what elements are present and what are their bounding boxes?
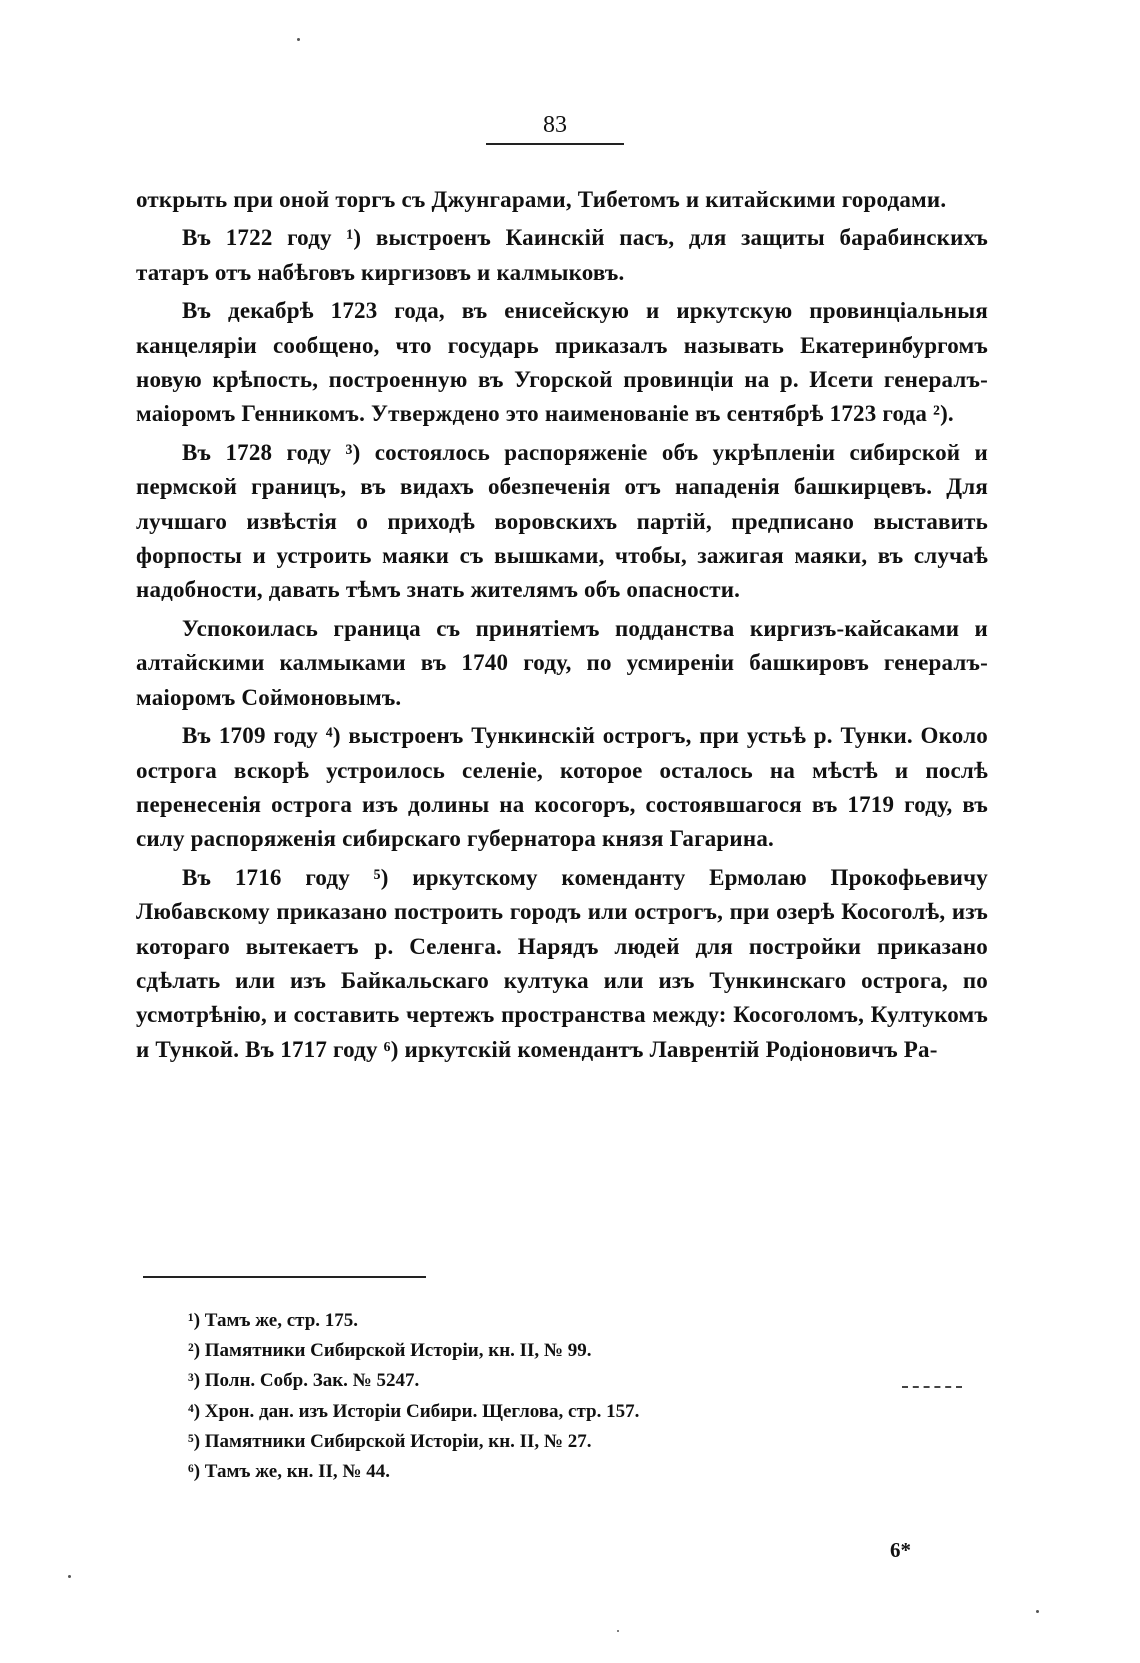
scan-speck — [297, 38, 300, 41]
page-number-rule — [486, 143, 624, 145]
paragraph: Успокоилась граница съ принятіемъ подданства киргизъ-кайсаками и алтайскими калмыками въ 1740 году, по усмиреніи башкировъ генералъ-маіоромъ Соймоновымъ. — [136, 615, 988, 710]
footnote: ²) Памятники Сибирской Исторіи, кн. II, № 99. — [188, 1340, 592, 1362]
body-text — [136, 183, 988, 1071]
paragraph: Въ 1716 году ⁵) иркутскому коменданту Ермолаю Прокофьевичу Любавскому приказано построить городъ или острогъ, при озерѣ Косоголѣ, изъ котораго вытекаетъ р. Селенга. Нарядъ людей для постройки приказано сдѣлать или изъ Байкальскаго култука или изъ Тункинскаго острога, по усмотрѣнію, и составить чертежъ пространства между: Косоголомъ, Култукомъ и Тункой. Въ 1717 году ⁶) иркутскій комендантъ Лаврентій Родіоновичъ Ра- — [136, 864, 988, 1062]
paragraph: Въ 1709 году ⁴) выстроенъ Тункинскій острогъ, при устьѣ р. Тунки. Около острога вскорѣ устроилось селеніе, которое осталось на мѣстѣ и послѣ перенесенія острога изъ долины на косогоръ, состоявшагося въ 1719 году, въ силу распоряженія сибирскаго губернатора князя Гагарина. — [136, 723, 988, 852]
footnote: ⁴) Хрон. дан. изъ Исторіи Сибири. Щеглова, стр. 157. — [188, 1400, 640, 1422]
footnote: ¹) Тамъ же, стр. 175. — [188, 1310, 359, 1331]
footnote: ³) Полн. Собр. Зак. № 5247. — [188, 1370, 420, 1392]
paragraph: Въ 1722 году ¹) выстроенъ Каинскій пасъ, для защиты барабинскихъ татаръ отъ набѣговъ киргизовъ и калмыковъ. — [136, 225, 988, 285]
footnote-rule — [143, 1276, 426, 1278]
scan-speck — [1036, 1610, 1039, 1613]
footnote: ⁵) Памятники Сибирской Исторіи, кн. II, № 27. — [188, 1430, 592, 1452]
paragraph: Въ декабрѣ 1723 года, въ енисейскую и иркутскую провинціальныя канцеляріи сообщено, что государь приказалъ называть Екатеринбургомъ новую крѣпость, построенную въ Угорской провинціи на р. Исети генералъ-маіоромъ Генникомъ. Утверждено это наименованіе въ сентябрѣ 1723 года ²). — [136, 298, 988, 427]
paragraph: Въ 1728 году ³) состоялось распоряженіе объ укрѣпленіи сибирской и пермской границъ, въ видахъ обезпеченія отъ нападенія башкирцевъ. Для лучшаго извѣстія о приходѣ воровскихъ партій, предписано выставить форпосты и устроить маяки съ вышками, чтобы, зажигая маяки, въ случаѣ надобности, давать тѣмъ знать жителямъ объ опасности. — [136, 439, 988, 603]
footnotes — [188, 1306, 948, 1487]
printer-signature-mark: 6* — [890, 1538, 911, 1562]
page-number: 83 — [543, 112, 567, 138]
scan-speck — [68, 1575, 71, 1578]
scan-dash-mark — [902, 1386, 962, 1388]
scan-speck — [617, 1630, 619, 1632]
paragraph: открыть при оной торгъ съ Джунгарами, Тибетомъ и китайскими городами. — [136, 187, 947, 212]
footnote: ⁶) Тамъ же, кн. II, № 44. — [188, 1461, 390, 1483]
